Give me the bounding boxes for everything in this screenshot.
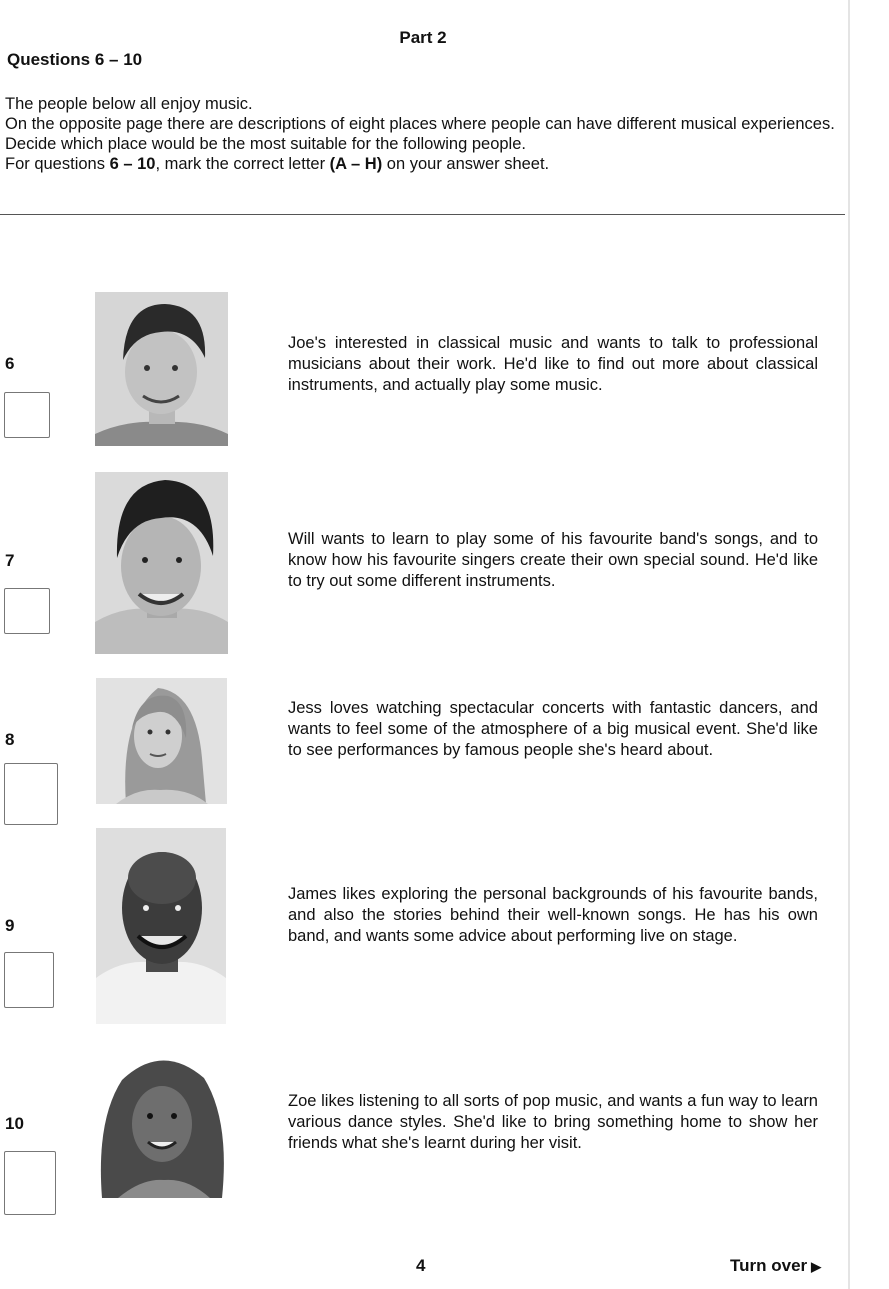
question-text: Jess loves watching spectacular concerts with fantastic dancers, and wants to feel some of the atmosphere of a big musical event. She'd like to see performances by famous people she's heard about. [288, 699, 818, 759]
answer-box[interactable] [4, 1151, 56, 1215]
instruction-line-4-mid: , mark the correct letter [155, 155, 330, 173]
divider [0, 214, 845, 215]
question-number: 6 [5, 354, 15, 373]
person-photo-james [96, 828, 226, 1024]
instruction-line-4-post: on your answer sheet. [382, 155, 550, 173]
question-number: 8 [5, 730, 15, 749]
question-number: 9 [5, 916, 15, 935]
question-text: James likes exploring the personal backgrounds of his favourite bands, and also the stories behind their well-known songs. He has his own band, and wants some advice about performing live on stage. [288, 885, 818, 945]
answer-box[interactable] [4, 952, 54, 1008]
instructions [5, 94, 841, 174]
answer-box[interactable] [4, 763, 58, 825]
instruction-line-3: Decide which place would be the most suitable for the following people. [5, 135, 526, 153]
letter-range: (A – H) [329, 155, 383, 173]
person-photo-zoe [92, 1050, 232, 1198]
triangle-right-icon: ▶ [811, 1259, 822, 1274]
person-photo-joe [95, 292, 228, 446]
instruction-line-2: On the opposite page there are descriptions of eight places where people can have different musical experiences. [5, 115, 835, 133]
question-text: Will wants to learn to play some of his favourite band's songs, and to know how his favourite singers create their own special sound. He'd like to try out some different instruments. [288, 530, 818, 590]
question-range: 6 – 10 [109, 155, 156, 173]
answer-box[interactable] [4, 588, 50, 634]
page-number: 4 [416, 1256, 426, 1275]
page-edge-line [848, 0, 850, 1289]
person-photo-jess [96, 678, 227, 804]
instruction-line-4 [5, 154, 841, 174]
turn-over-label: Turn over [730, 1256, 808, 1275]
question-number: 7 [5, 551, 15, 570]
turn-over [730, 1256, 821, 1276]
part-heading: Part 2 [399, 28, 447, 47]
person-photo-will [95, 472, 228, 654]
instruction-line-4-pre: For questions [5, 155, 110, 173]
instruction-line-1: The people below all enjoy music. [5, 95, 253, 113]
question-number: 10 [5, 1114, 24, 1133]
question-text: Joe's interested in classical music and wants to talk to professional musicians about their work. He'd like to find out more about classical instruments, and actually play some music. [288, 334, 818, 394]
questions-title: Questions 6 – 10 [7, 50, 143, 69]
answer-box[interactable] [4, 392, 50, 438]
question-text: Zoe likes listening to all sorts of pop music, and wants a fun way to learn various dance styles. She'd like to bring something home to show her friends what she's learnt during her visit. [288, 1092, 818, 1152]
